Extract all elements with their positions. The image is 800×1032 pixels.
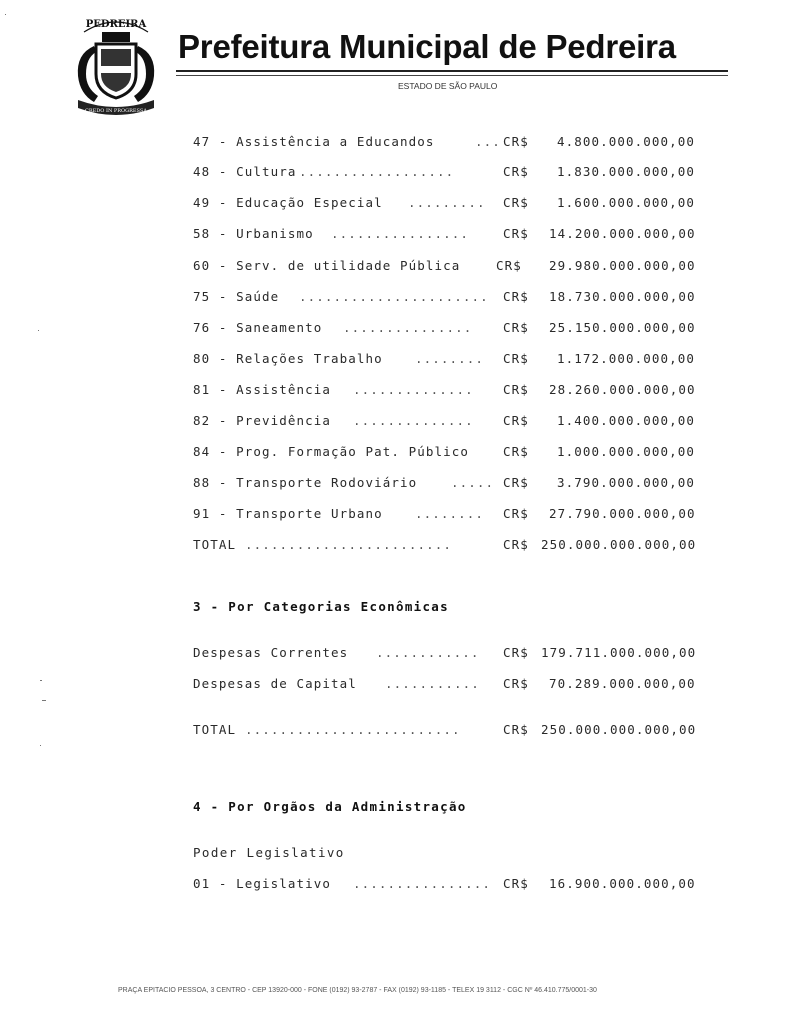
row-label: 88 - Transporte Rodoviário [193,475,418,490]
row-currency: CR$ [503,444,529,459]
row-currency: CR$ [503,289,529,304]
row-amount: 1.830.000.000,00 [557,164,696,179]
header-rule [176,70,728,72]
row-label: 49 - Educação Especial [193,195,383,210]
row-currency: CR$ [503,876,529,891]
row-dots: ......... [408,195,486,210]
row-label: 80 - Relações Trabalho [193,351,383,366]
row-dots: ........ [415,506,485,521]
row-amount: 28.260.000.000,00 [549,382,696,397]
crest-shield-band [101,66,131,73]
row-currency: CR$ [503,676,529,691]
row-label: 47 - Assistência a Educandos [193,134,435,149]
municipal-crest-logo [70,12,162,124]
row-currency: CR$ [503,134,529,149]
table-row [193,876,696,951]
row-currency: CR$ [503,164,529,179]
row-currency: CR$ [503,645,529,660]
footer-address: PRAÇA EPITACIO PESSOA, 3 CENTRO - CEP 13920-000 - FONE (0192) 93-2787 - FAX (0192) 93-1185 - TELEX 19 3112 - CGC Nº 46.410.775/0001-30 [118,987,597,994]
row-label: 75 - Saúde [193,289,280,304]
row-label: 48 - Cultura [193,164,297,179]
row-label: 81 - Assistência [193,382,332,397]
row-dots: ... [475,134,501,149]
row-amount: 179.711.000.000,00 [541,645,697,660]
row-dots: ........................ [245,537,453,552]
row-label: 60 - Serv. de utilidade Pública [193,258,461,273]
crest-top-text: PEDREIRA [85,19,147,30]
row-dots: ..... [451,475,495,490]
total-label: TOTAL [193,722,237,737]
row-currency: CR$ [503,537,529,552]
row-label: 91 - Transporte Urbano [193,506,383,521]
row-label: 76 - Saneamento [193,320,323,335]
row-dots: .............. [353,382,474,397]
row-label: 01 - Legislativo [193,876,332,891]
total-row [193,722,697,797]
row-dots: .............. [353,413,474,428]
row-label: 58 - Urbanismo [193,226,314,241]
row-currency: CR$ [503,226,529,241]
total-amount: 250.000.000.000,00 [541,537,697,552]
row-currency: CR$ [503,475,529,490]
subsection-heading: Poder Legislativo [193,845,345,860]
row-dots: ............... [343,320,473,335]
row-amount: 29.980.000.000,00 [549,258,696,273]
scan-speck [40,680,42,681]
row-label: 84 - Prog. Formação Pat. Público [193,444,470,459]
row-amount: 25.150.000.000,00 [549,320,696,335]
row-currency: CR$ [503,351,529,366]
row-currency: CR$ [503,506,529,521]
row-amount: 14.200.000.000,00 [549,226,696,241]
row-amount: 1.000.000.000,00 [557,444,696,459]
scan-speck [38,330,39,331]
crest-crown [102,32,130,42]
row-currency: CR$ [503,195,529,210]
row-label: Despesas Correntes [193,645,349,660]
row-amount: 70.289.000.000,00 [549,676,696,691]
row-amount: 1.172.000.000,00 [557,351,696,366]
row-dots: .................. [299,164,455,179]
row-dots: ................ [353,876,492,891]
row-currency: CR$ [496,258,522,273]
row-dots: ......................... [245,722,461,737]
scan-speck [5,14,6,15]
section-heading-administration: 4 - Por Orgãos da Administração [193,799,467,814]
scan-speck [42,700,46,701]
row-currency: CR$ [503,382,529,397]
page-title: Prefeitura Municipal de Pedreira [178,28,676,65]
state-subtitle: ESTADO DE SÃO PAULO [398,81,498,91]
row-amount: 1.600.000.000,00 [557,195,696,210]
row-amount: 16.900.000.000,00 [549,876,696,891]
row-label: 82 - Previdência [193,413,332,428]
row-currency: CR$ [503,320,529,335]
row-amount: 18.730.000.000,00 [549,289,696,304]
row-amount: 27.790.000.000,00 [549,506,696,521]
row-dots: ........ [415,351,485,366]
header-rule-thin [176,75,728,76]
row-currency: CR$ [503,722,529,737]
row-amount: 4.800.000.000,00 [557,134,696,149]
row-amount: 1.400.000.000,00 [557,413,696,428]
row-dots: ...................... [299,289,489,304]
total-label: TOTAL [193,537,237,552]
row-dots: ........... [385,676,480,691]
row-currency: CR$ [503,413,529,428]
section-heading-economic: 3 - Por Categorias Econômicas [193,599,449,614]
row-label: Despesas de Capital [193,676,357,691]
row-dots: ................ [331,226,470,241]
row-amount: 3.790.000.000,00 [557,475,696,490]
row-dots: ............ [376,645,480,660]
crest-motto-text: CREDO IN PROGRESSA [85,108,147,114]
total-amount: 250.000.000.000,00 [541,722,697,737]
scan-speck [40,745,41,746]
